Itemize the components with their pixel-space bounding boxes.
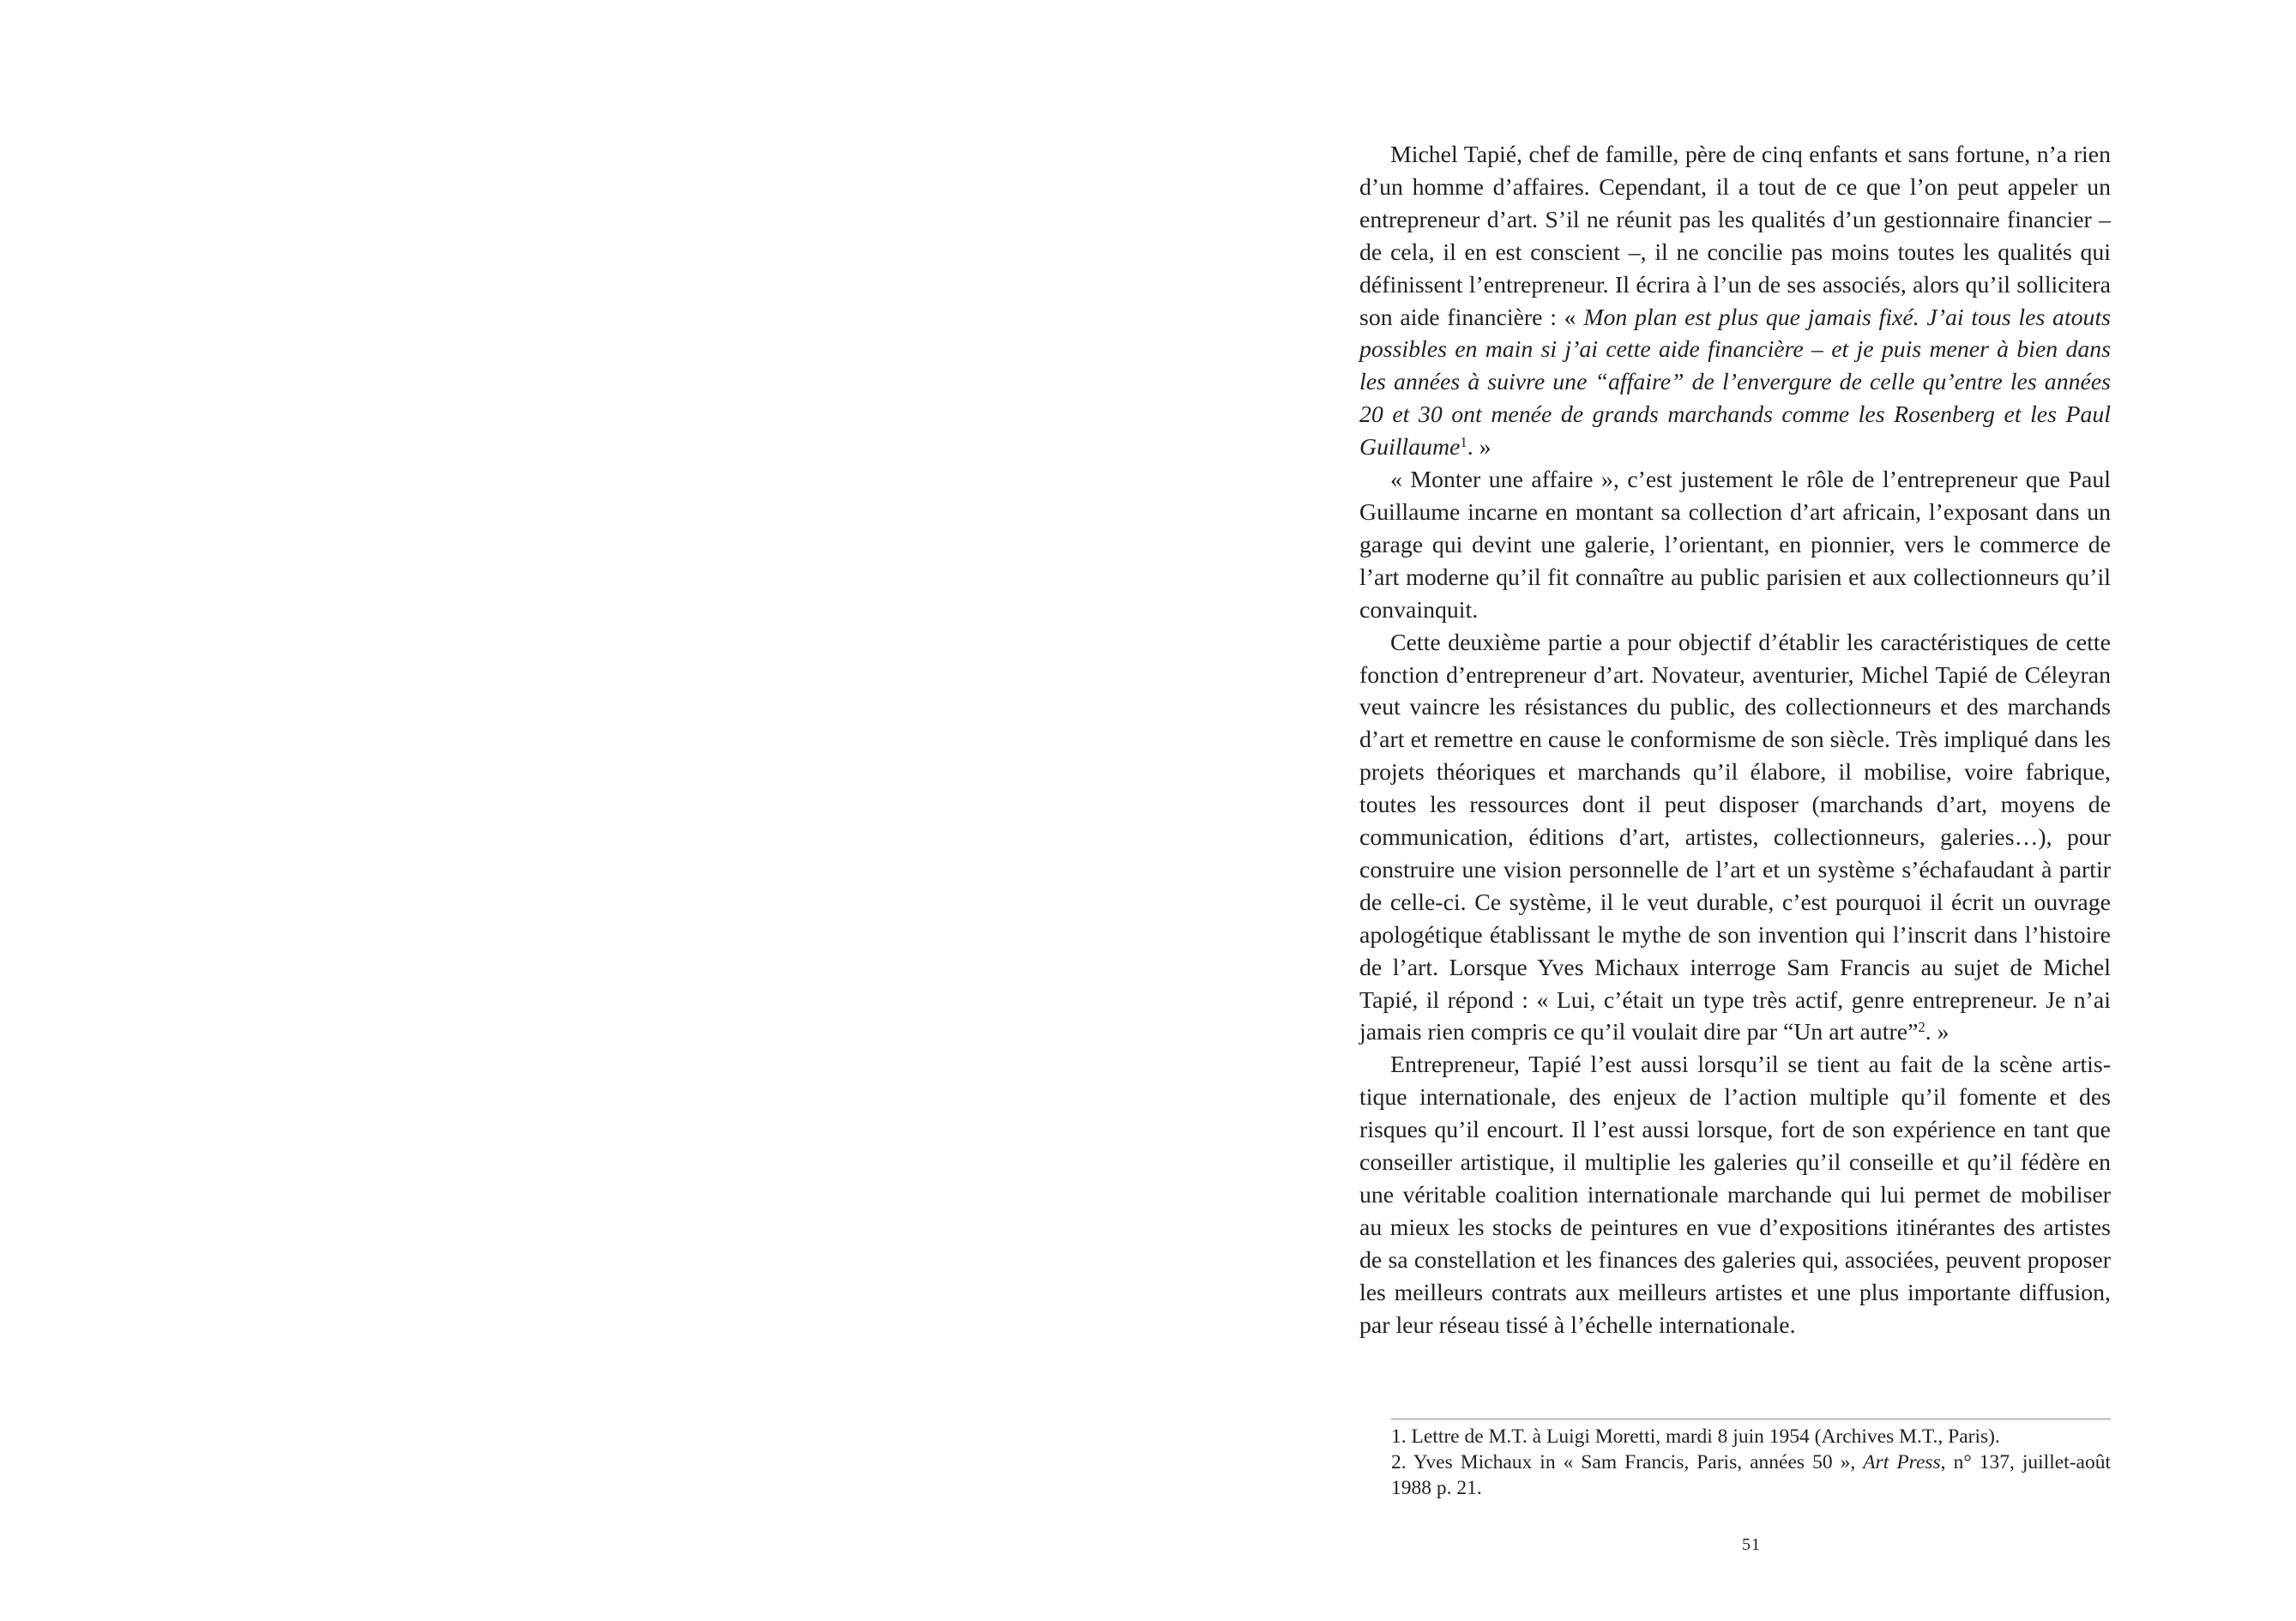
text-run: . » [1925,1019,1949,1046]
footnote-ref-1[interactable]: 1 [1460,433,1467,450]
paragraph [1359,464,2111,627]
paragraph [1359,1049,2111,1341]
footnotes [1391,1424,2111,1501]
page-number: 51 [1742,1535,1761,1554]
body-text [1359,139,2111,1342]
footnote-2 [1391,1449,2111,1501]
text-run: Entrepreneur, Tapié l’est aussi lorsqu’il se tient au fait de la scène artistique internationale, des enjeux de l’action multiple qu’il fomente et des risques qu’il encourt. Il l’est aussi lorsque, fort de son expérience en tant que conseiller artistique, il multiplie les galeries qu’il conseille et qu’il fédère en une véritable coalition internationale marchande qui lui permet de mobiliser au mieux les stocks de peintures en vue d’expositions itinérantes des artistes de sa constellation et les finances des galeries qui, associées, peuvent proposer les meilleurs contrats aux meilleurs artistes et une plus importante diffusion, par leur réseau tissé à l’échelle internationale. [1359,1052,2111,1339]
text-run: Michel Tapié, chef de famille, père de cinq enfants et sans fortune, n’a rien d’un homme d’affaires. Cependant, il a tout de ce que l’on peut appeler un entrepreneur d’art. S’il ne réunit pas les qualités d’un gestionnaire financier – de cela, il en est conscient –, il ne concilie pas moins toutes les qualités qui définissent l’entrepreneur. Il écrira à l’un de ses associés, alors qu’il sollicitera son aide financière : « [1359,142,2111,331]
right-page [1148,0,2296,1621]
paragraph [1359,627,2111,1050]
footnote-text: 1. Lettre de M.T. à Luigi Moretti, mardi 8 juin 1954 (Archives M.T., Paris). [1391,1425,2000,1448]
italic-quote: Mon plan est plus que jamais fixé. J’ai tous les atouts possibles en main si j’ai cette aide financière – et je puis mener à bien dans les années à suivre une “affaire” de l’envergure de celle qu’entre les années 20 et 30 ont menée de grands marchands comme les Rosenberg et les Paul Guillaume [1359,304,2111,461]
paragraph [1359,139,2111,464]
footnote-text: , n° 137, juillet-août 1988 p. 21. [1391,1451,2111,1499]
footnote-italic-title: Art Press [1863,1451,1941,1473]
footnote-text: 2. Yves Michaux in « Sam Francis, Paris, années 50 », [1391,1451,1864,1473]
footnote-1 [1391,1424,2111,1449]
footnote-ref-2[interactable]: 2 [1918,1019,1925,1036]
text-run: « Monter une affaire », c’est justement le rôle de l’entrepreneur que Paul Guillaume incarne en montant sa collection d’art africain, l’exposant dans un garage qui devint une galerie, l’orientant, en pionnier, vers le commerce de l’art moderne qu’il fit connaître au public parisien et aux collectionneurs qu’il convainquit. [1359,467,2111,624]
text-run: . » [1467,434,1491,461]
text-run: Cette deuxième partie a pour objectif d’établir les caractéristiques de cette fonction d’entrepreneur d’art. Novateur, aventurier, Michel Tapié de Céleyran veut vaincre les résistances du public, des collectionneurs et des marchands d’art et remettre en cause le conformisme de son siècle. Très impliqué dans les projets théoriques et marchands qu’il élabore, il mobilise, voire fabrique, toutes les ressources dont il peut disposer (marchands d’art, moyens de communication, éditions d’art, artistes, collectionneurs, galeries…), pour construire une vision personnelle de l’art et un système s’échafaudant à partir de celle-ci. Ce système, il le veut durable, c’est pourquoi il écrit un ouvrage apologétique établissant le mythe de son invention qui l’inscrit dans l’histoire de l’art. Lorsque Yves Michaux interroge Sam Francis au sujet de Michel Tapié, il répond : « Lui, c’était un type très actif, genre entrepreneur. Je n’ai jamais rien compris ce qu’il voulait dire par “Un art autre” [1359,629,2111,1046]
